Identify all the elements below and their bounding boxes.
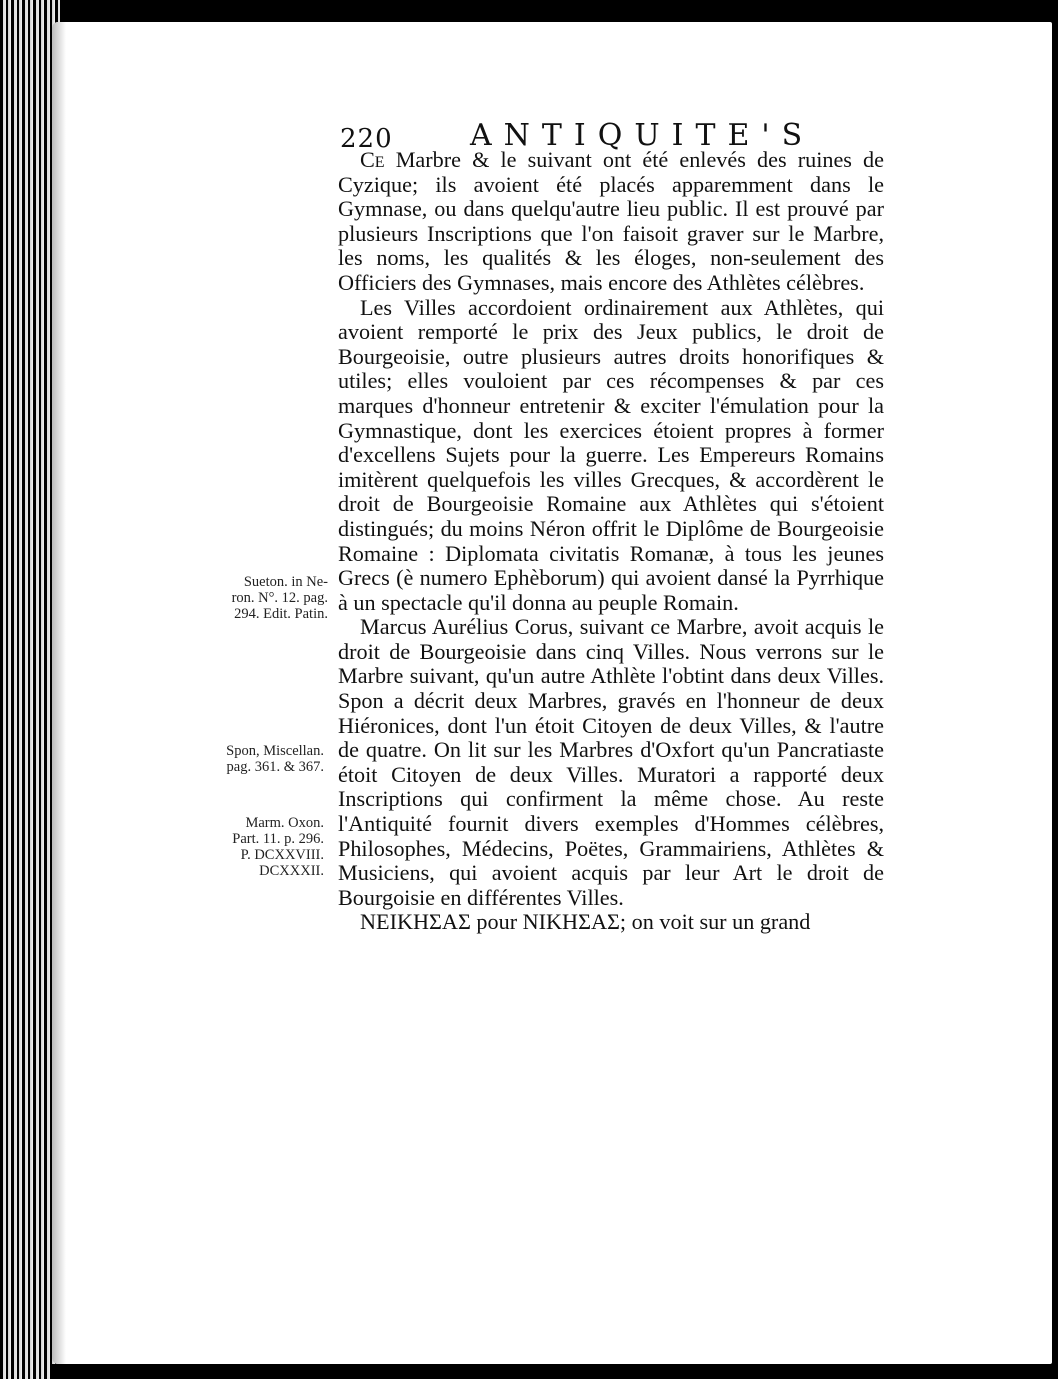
paragraph-4 — [338, 910, 884, 935]
sidenote-line: 294. Edit. Patin. — [234, 606, 328, 622]
sidenote-line: Spon, Miscellan. — [226, 743, 324, 759]
running-title: ANTIQUITE'S — [470, 118, 815, 153]
sidenote-line: ron. N°. 12. pag. — [231, 590, 328, 606]
sidenote-suetonius — [198, 574, 328, 622]
book-binding-edge — [0, 0, 60, 1379]
sidenote-line: pag. 361. & 367. — [226, 759, 324, 775]
sidenote-line: DCXXXII. — [259, 863, 324, 879]
sidenote-spon — [194, 743, 324, 775]
main-text-column — [338, 148, 884, 935]
paragraph-3-text: Marcus Aurélius Corus, suivant ce Marbre, avoit acquis le droit de Bourgeoisie dans cinq Villes. Nous verrons sur le Marbre suivant, qu'un autre Athlète l'obtint dans deux Villes. Spon a décrit deux Marbres, gravés en l'honneur de deux Hiéronices, dont l'un étoit Citoyen de deux Villes, & l'autre de quatre. On lit sur les Marbres d'Oxfort qu'un Pancratiaste étoit Citoyen de deux Villes. Muratori a rapporté deux Inscriptions qui confirment la même chose. Au reste l'Antiquité fournit divers exemples d'Hommes célèbres, Philosophes, Médecins, Poëtes, Grammairiens, Athlètes & Musiciens, qui avoient acquis par leur Art le droit de Bourgoisie en différentes Villes. — [338, 614, 884, 910]
sidenote-marm-oxon — [194, 815, 324, 879]
paragraph-2 — [338, 296, 884, 616]
paragraph-3 — [338, 615, 884, 910]
sidenote-line: Part. 11. p. 296. — [232, 831, 324, 847]
scan-bottom-edge — [52, 1364, 1058, 1379]
sidenote-line: Marm. Oxon. — [245, 815, 324, 831]
sidenote-line: P. DCXXVIII. — [240, 847, 324, 863]
paragraph-1-text: Marbre & le suivant ont été enlevés des ruines de Cyzique; ils avoient été placés apparemment dans le Gymnase, ou dans quelqu'autre lieu public. Il est prouvé par plusieurs Inscriptions que l'on faisoit graver sur le Marbre, les noms, les qualités & les éloges, non-seulement des Officiers des Gymnases, mais encore des Athlètes célèbres. — [338, 147, 884, 295]
paragraph-1-first-word: Ce — [360, 147, 385, 172]
page-edge-shadow — [52, 22, 66, 1364]
paragraph-4-text: ΝΕΙΚΗΣΑΣ pour ΝΙΚΗΣΑΣ; on voit sur un grand — [360, 909, 811, 935]
page-number: 220 — [340, 124, 393, 154]
sidenote-line: Sueton. in Ne- — [243, 574, 328, 590]
paragraph-2-text: Les Villes accordoient ordinairement aux Athlètes, qui avoient remporté le prix des Jeux publics, le droit de Bourgeoisie, outre plusieurs autres droits honorifiques & utiles; elles vouloient par ces récompenses & par ces marques d'honneur entretenir & exciter l'émulation pour la Gymnastique, dont les exercices étoient propres à former d'excellens Sujets pour la guerre. Les Empereurs Romains imitèrent quelquefois les villes Grecques, & accordèrent le droit de Bourgeoisie Romaine aux Athlètes qui s'étoient distingués; du moins Néron offrit le Diplôme de Bourgeoisie Romaine : Diplomata civitatis Romanæ, à tous les jeunes Grecs (è numero Ephèborum) qui avoient dansé la Pyrrhique à un spectacle qu'il donna au peuple Romain. — [338, 294, 884, 615]
paragraph-1 — [338, 148, 884, 296]
